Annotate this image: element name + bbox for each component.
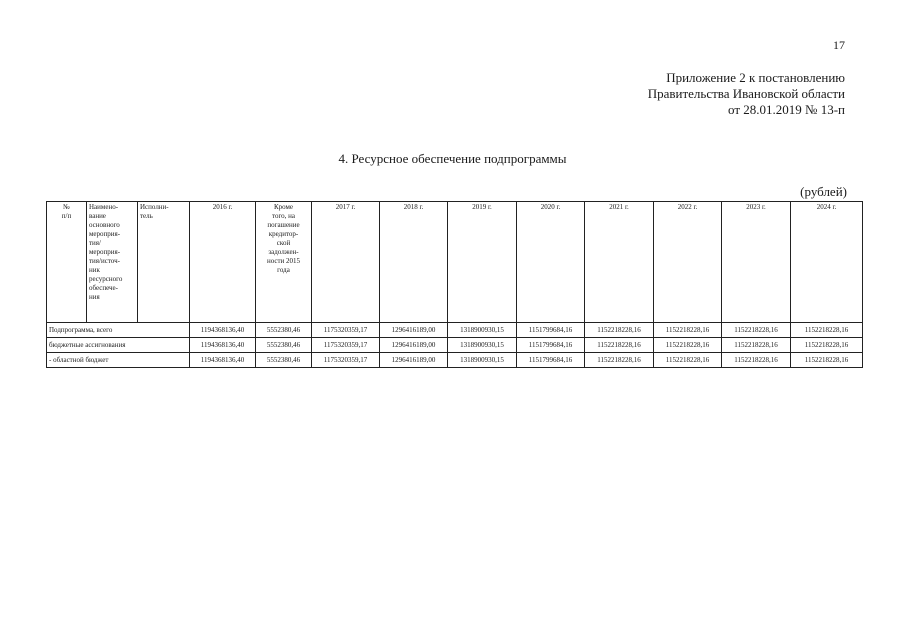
column-header-2016: 2016 г. (190, 202, 256, 323)
table-header-row (47, 202, 863, 323)
column-header-2023: 2023 г. (722, 202, 791, 323)
cell-2024: 1152218228,16 (791, 323, 863, 338)
column-header-2019: 2019 г. (448, 202, 517, 323)
column-header-2020: 2020 г. (517, 202, 585, 323)
cell-debt-2015: 5552380,46 (256, 338, 312, 353)
document-header (648, 70, 845, 118)
column-header-debt-2015: Кроме того, на погашение кредитор- ской задолжен- ности 2015 года (256, 202, 312, 323)
cell-2023: 1152218228,16 (722, 338, 791, 353)
column-header-2017: 2017 г. (312, 202, 380, 323)
cell-2020: 1151799684,16 (517, 323, 585, 338)
cell-2016: 1194368136,40 (190, 353, 256, 368)
column-header-2022: 2022 г. (654, 202, 722, 323)
units-label: (рублей) (800, 184, 847, 199)
table-row-budget-allocations (47, 338, 863, 353)
cell-2023: 1152218228,16 (722, 353, 791, 368)
cell-2021: 1152218228,16 (585, 323, 654, 338)
cell-2019: 1318900930,15 (448, 338, 517, 353)
page-number: 17 (833, 38, 845, 52)
cell-2022: 1152218228,16 (654, 338, 722, 353)
column-header-2021: 2021 г. (585, 202, 654, 323)
header-line-date: от 28.01.2019 № 13-п (728, 102, 845, 117)
cell-2022: 1152218228,16 (654, 353, 722, 368)
row-label: бюджетные ассигнования (47, 338, 190, 353)
cell-2019: 1318900930,15 (448, 353, 517, 368)
cell-2017: 1175320359,17 (312, 323, 380, 338)
cell-2020: 1151799684,16 (517, 353, 585, 368)
cell-2020: 1151799684,16 (517, 338, 585, 353)
table-row-regional-budget (47, 353, 863, 368)
cell-debt-2015: 5552380,46 (256, 323, 312, 338)
cell-2019: 1318900930,15 (448, 323, 517, 338)
column-header-number: № п/п (47, 202, 87, 323)
column-header-2018: 2018 г. (380, 202, 448, 323)
cell-2023: 1152218228,16 (722, 323, 791, 338)
cell-2021: 1152218228,16 (585, 338, 654, 353)
cell-2022: 1152218228,16 (654, 323, 722, 338)
cell-2018: 1296416189,00 (380, 338, 448, 353)
cell-2017: 1175320359,17 (312, 338, 380, 353)
cell-2017: 1175320359,17 (312, 353, 380, 368)
column-header-2024: 2024 г. (791, 202, 863, 323)
cell-2021: 1152218228,16 (585, 353, 654, 368)
cell-debt-2015: 5552380,46 (256, 353, 312, 368)
cell-2018: 1296416189,00 (380, 323, 448, 338)
header-line-government: Правительства Ивановской области (647, 86, 845, 101)
column-header-executor: Исполни- тель (138, 202, 190, 323)
section-title: 4. Ресурсное обеспечение подпрограммы (338, 151, 567, 166)
cell-2018: 1296416189,00 (380, 353, 448, 368)
row-label: - областной бюджет (47, 353, 190, 368)
cell-2024: 1152218228,16 (791, 338, 863, 353)
cell-2016: 1194368136,40 (190, 338, 256, 353)
column-header-name: Наимено- вание основного мероприя- тия/ мероприя- тия/источ- ник ресурсного обеспече- ния (87, 202, 138, 323)
row-label: Подпрограмма, всего (47, 323, 190, 338)
resource-table (46, 201, 863, 368)
table-row-subprogram-total (47, 323, 863, 338)
cell-2016: 1194368136,40 (190, 323, 256, 338)
header-line-appendix: Приложение 2 к постановлению (666, 70, 845, 85)
cell-2024: 1152218228,16 (791, 353, 863, 368)
